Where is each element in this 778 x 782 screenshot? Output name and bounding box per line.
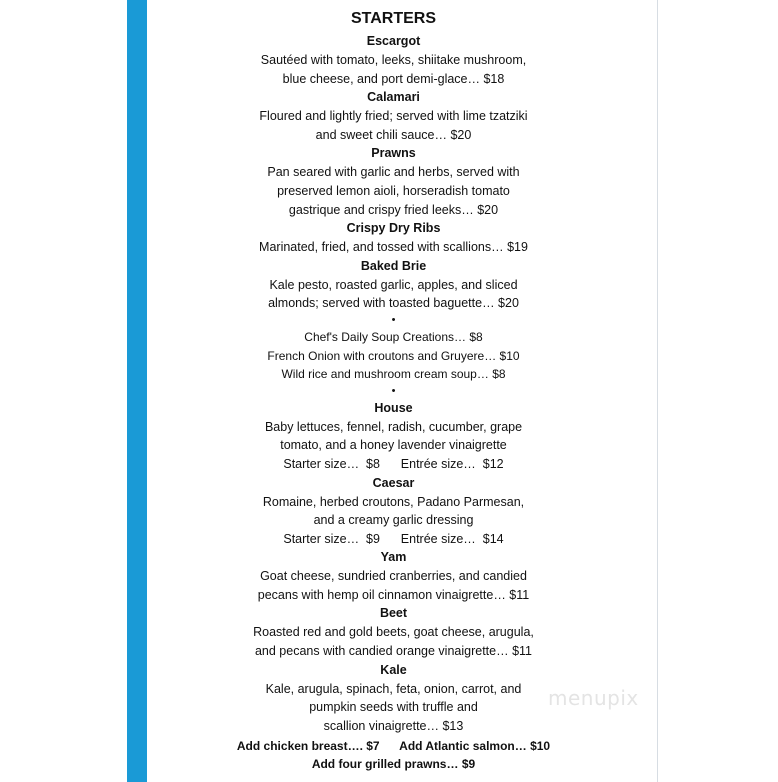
item-description: scallion vinaigrette… $13 — [323, 718, 464, 733]
item-description: and sweet chili sauce… $20 — [315, 127, 472, 142]
item-price: Starter size… $8 Entrée size… $12 — [283, 456, 504, 471]
item-description: Baby lettuces, fennel, radish, cucumber, grape — [264, 419, 523, 434]
watermark: menupix — [548, 686, 639, 710]
item-description: tomato, and a honey lavender vinaigrette — [280, 438, 507, 453]
item-name: Caesar — [372, 475, 415, 490]
item-name: House — [374, 400, 413, 415]
menu-item-crispy-dry-ribs — [150, 219, 637, 257]
item-description: almonds; served with toasted baguette… $20 — [268, 296, 519, 311]
menu-item-baked-brie — [150, 257, 637, 313]
addon-line: Add four grilled prawns… $9 — [311, 756, 476, 771]
menu-item-yam — [150, 548, 637, 604]
addon-line: Add chicken breast…. $7 Add Atlantic salmon… $10 — [236, 739, 551, 754]
item-description: Pan seared with garlic and herbs, served with — [267, 165, 520, 180]
item-description: gastrique and crispy fried leeks… $20 — [288, 202, 499, 217]
bullet-divider: • — [391, 313, 396, 326]
item-description: pecans with hemp oil cinnamon vinaigrette… $11 — [257, 587, 530, 602]
item-description: Kale pesto, roasted garlic, apples, and sliced — [269, 277, 518, 292]
item-description: and a creamy garlic dressing — [313, 513, 474, 528]
item-name: Beet — [379, 606, 408, 621]
bullet-divider: • — [391, 384, 396, 397]
item-description: blue cheese, and port demi-glace… $18 — [282, 71, 505, 86]
item-description: pumpkin seeds with truffle and — [309, 700, 478, 715]
item-description: Romaine, herbed croutons, Padano Parmesan, — [262, 494, 525, 509]
soup-item: Wild rice and mushroom cream soup… $8 — [281, 367, 506, 382]
item-name: Kale — [380, 662, 407, 677]
section-title: STARTERS — [350, 10, 437, 27]
soup-list — [150, 328, 637, 384]
item-description: Floured and lightly fried; served with lime tzatziki — [259, 109, 528, 124]
page-edge-rule — [657, 0, 658, 782]
accent-bar — [127, 0, 147, 782]
menu-item-beet — [150, 604, 637, 660]
menu-item-calamari — [150, 88, 637, 144]
item-name: Crispy Dry Ribs — [346, 221, 441, 236]
item-name: Yam — [380, 550, 407, 565]
menu-item-caesar — [150, 474, 637, 549]
menu-item-prawns — [150, 144, 637, 219]
soup-item: French Onion with croutons and Gruyere… $10 — [267, 348, 520, 363]
item-description: Roasted red and gold beets, goat cheese, arugula, — [253, 625, 534, 640]
item-description: Kale, arugula, spinach, feta, onion, carrot, and — [265, 681, 522, 696]
addons — [150, 738, 637, 773]
soup-item: Chef's Daily Soup Creations… $8 — [304, 329, 483, 344]
menu-item-house — [150, 399, 637, 474]
item-description: preserved lemon aioli, horseradish tomato — [277, 183, 510, 198]
item-price: Starter size… $9 Entrée size… $14 — [283, 531, 504, 546]
item-description: Marinated, fried, and tossed with scallions… $19 — [259, 240, 528, 255]
item-name: Escargot — [366, 34, 421, 48]
item-description: Sautéed with tomato, leeks, shiitake mushroom, — [260, 53, 527, 67]
item-description: and pecans with candied orange vinaigrette… $11 — [254, 644, 533, 659]
menu-page — [150, 7, 637, 773]
item-name: Calamari — [367, 90, 420, 105]
item-name: Baked Brie — [360, 258, 427, 273]
item-description: Goat cheese, sundried cranberries, and candied — [260, 569, 527, 584]
menu-item-escargot — [150, 32, 637, 88]
item-name: Prawns — [371, 146, 416, 161]
